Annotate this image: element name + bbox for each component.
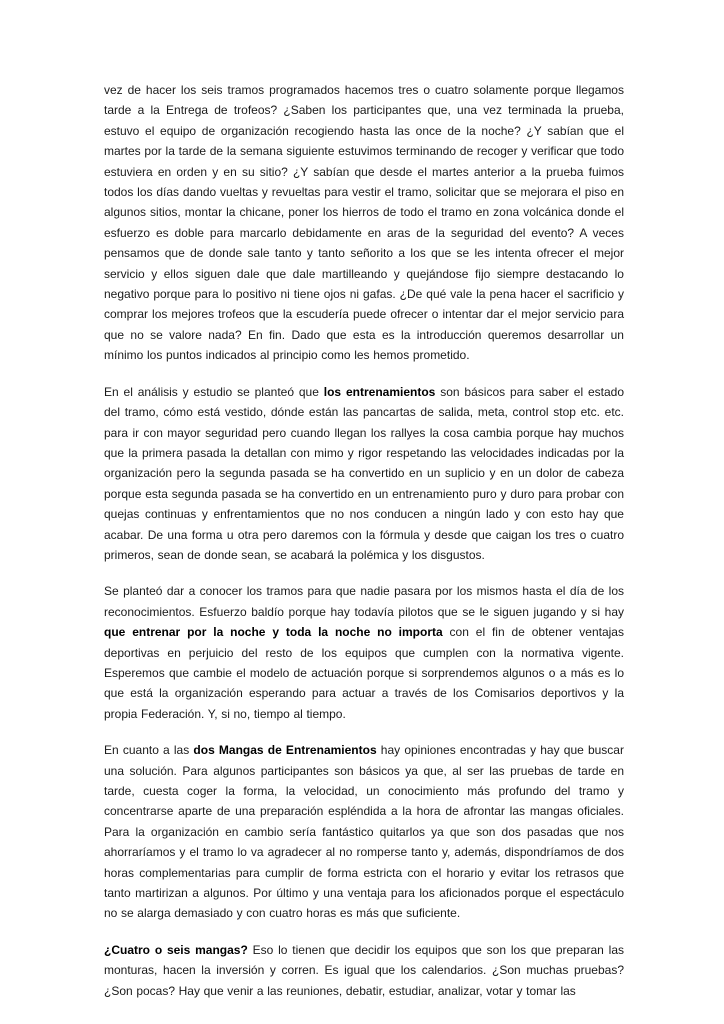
bold-phrase: que entrenar por la noche y toda la noche no importa bbox=[104, 625, 443, 640]
bold-phrase: los entrenamientos bbox=[323, 384, 436, 399]
paragraph-cuatro-o-seis-mangas bbox=[104, 940, 624, 1001]
paragraph-text: hay opiniones encontradas y hay que buscar una solución. Para algunos participantes son básicos ya que, al ser las pruebas de tarde en tarde, cuesta coger la forma, la velocidad, un conocimiento más profundo del tramo y concentrarse aparte de una preparación espléndida a la hora de afrontar las mangas oficiales. Para la organización en cambio sería fantástico quitarlos ya que son dos pasadas que nos ahorraríamos y el tramo lo va agradecer al no romperse tanto y, además, dispondríamos de dos horas complementarias para cumplir de forma estricta con el horario y evitar los retrasos que tanto martirizan a algunos. Por último y una ventaja para los aficionados porque el espectáculo no se alarga demasiado y con cuatro horas es más que suficiente. bbox=[104, 743, 624, 921]
paragraph-text: Eso lo tienen que decidir los equipos que son los que preparan las monturas, hacen la inversión y corren. Es igual que los calendarios. ¿Son muchas pruebas? ¿Son pocas? Hay que venir a las reuniones, debatir, estudiar, analizar, votar y tomar las bbox=[104, 942, 625, 998]
paragraph-text: En cuanto a las bbox=[104, 743, 194, 758]
paragraph-entrenamientos bbox=[104, 382, 624, 566]
paragraph-introduction bbox=[104, 80, 624, 366]
paragraph-text: vez de hacer los seis tramos programados hacemos tres o cuatro solamente porque llegamos tarde a la Entrega de trofeos? ¿Saben los participantes que, una vez terminada la prueba, estuvo el equipo de organización recogiendo hasta las once de la noche? ¿Y sabían que el martes por la tarde de la semana siguiente estuvimos terminando de recoger y verificar que todo estuviera en orden y en su sitio? ¿Y sabían que desde el martes anterior a la prueba fuimos todos los días dando vueltas y revueltas para vestir el tramo, solicitar que se mejorara el piso en algunos sitios, montar la chicane, poner los hierros de todo el tramo en zona volcánica donde el esfuerzo es doble para marcarlo debidamente en aras de la seguridad del evento? A veces pensamos que de donde sale tanto y tanto señorito a los que se les intenta ofrecer el mejor servicio y ellos siguen dale que dale martilleando y quejándose fijo siempre destacando lo negativo porque para lo positivo ni tiene ojos ni gafas. ¿De qué vale la pena hacer el sacrificio y comprar los mejores trofeos que la escudería puede ofrecer o intentar dar el mejor servicio para que no se valore nada? En fin. Dado que esta es la introducción queremos desarrollar un mínimo los puntos indicados al principio como les hemos prometido. bbox=[104, 83, 624, 363]
paragraph-reconocimientos bbox=[104, 581, 624, 724]
paragraph-text: Se planteó dar a conocer los tramos para que nadie pasara por los mismos hasta el día de los reconocimientos. Esfuerzo baldío porque hay todavía pilotos que se le siguen jugando y si hay bbox=[104, 584, 624, 619]
bold-phrase: dos Mangas de Entrenamientos bbox=[193, 743, 377, 758]
paragraph-text: son básicos para saber el estado del tramo, cómo está vestido, dónde están las pancartas de salida, meta, control stop etc. etc. para ir con mayor seguridad pero cuando llegan los rallyes la cosa cambia porque hay muchos que la primera pasada la detallan con mimo y rigor respetando las velocidades indicadas por la organización pero la segunda pasada se ha convertido en un suplicio y en un dolor de cabeza porque esta segunda pasada se ha convertido en un entrenamiento puro y duro para probar con quejas continuas y enfrentamientos que no nos conducen a ningún lado y con esto hay que acabar. De una forma u otra pero daremos con la fórmula y desde que caigan los tres o cuatro primeros, sean de donde sean, se acabará la polémica y los disgustos. bbox=[104, 384, 625, 562]
paragraph-text: con el fin de obtener ventajas deportivas en perjuicio del resto de los equipos que cumplen con la normativa vigente. Esperemos que cambie el modelo de actuación porque si sorprendemos algunos o a más es lo que está la organización esperando para actuar a través de los Comisarios deportivos y la propia Federación. Y, si no, tiempo al tiempo. bbox=[104, 625, 624, 721]
paragraph-mangas-entrenamientos bbox=[104, 740, 624, 924]
bold-phrase: ¿Cuatro o seis mangas? bbox=[104, 942, 248, 957]
paragraph-text: En el análisis y estudio se planteó que bbox=[104, 384, 324, 399]
